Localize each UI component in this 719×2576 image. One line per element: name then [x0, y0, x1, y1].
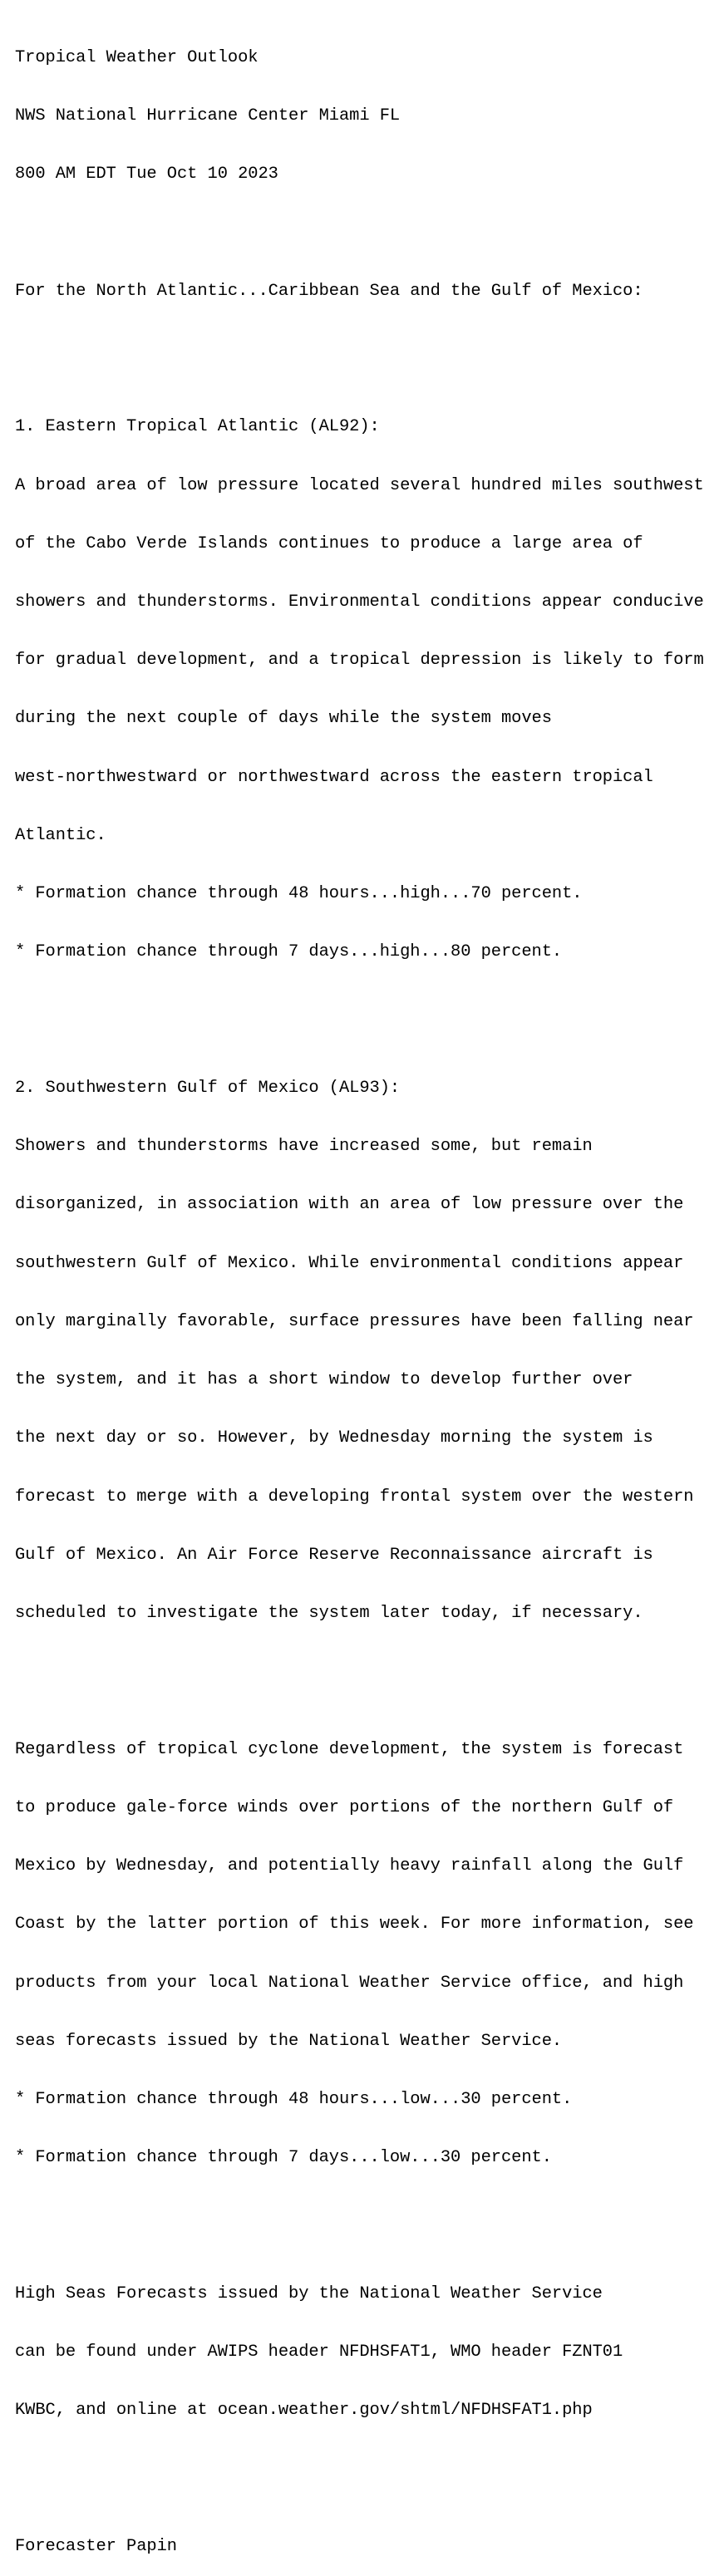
blank-line	[15, 223, 717, 242]
system-1-title: 1. Eastern Tropical Atlantic (AL92):	[15, 417, 380, 437]
system-2-impacts-line: Coast by the latter portion of this week. For more information, see	[15, 1915, 694, 1934]
system-2-title: 2. Southwestern Gulf of Mexico (AL93):	[15, 1079, 401, 1099]
system-2-text-line: Showers and thunderstorms have increased some, but remain	[15, 1137, 593, 1157]
system-2-impacts-line: products from your local National Weather Service office, and high	[15, 1973, 684, 1993]
product-title: Tropical Weather Outlook	[15, 47, 259, 67]
system-1-text-line: of the Cabo Verde Islands continues to produce a large area of	[15, 533, 643, 553]
system-2-text-line: the system, and it has a short window to develop further over	[15, 1370, 633, 1390]
intro-line: For the North Atlantic...Caribbean Sea and the Gulf of Mexico:	[15, 281, 643, 301]
high-seas-line: can be found under AWIPS header NFDHSFAT1, WMO header FZNT01	[15, 2342, 623, 2362]
system-2-impacts-line: Regardless of tropical cyclone development, the system is forecast	[15, 1739, 684, 1759]
system-2-chance-7d: * Formation chance through 7 days...low...30 percent.	[15, 2148, 552, 2168]
high-seas-line: KWBC, and online at ocean.weather.gov/shtml/NFDHSFAT1.php	[15, 2401, 593, 2421]
system-1-text-line: showers and thunderstorms. Environmental conditions appear conducive	[15, 592, 704, 612]
system-1-text-line: Atlantic.	[15, 825, 106, 845]
high-seas-line: High Seas Forecasts issued by the National Weather Service	[15, 2283, 603, 2303]
outlook-document	[15, 9, 717, 2576]
system-2-text-line: southwestern Gulf of Mexico. While environmental conditions appear	[15, 1253, 684, 1273]
system-2-impacts-line: seas forecasts issued by the National Weather Service.	[15, 2031, 563, 2051]
system-1-chance-7d: * Formation chance through 7 days...high...80 percent.	[15, 942, 563, 962]
system-2-text-line: the next day or so. However, by Wednesday morning the system is	[15, 1428, 653, 1448]
system-2-text-line: Gulf of Mexico. An Air Force Reserve Reconnaissance aircraft is	[15, 1545, 653, 1565]
blank-line	[15, 1000, 717, 1020]
system-2-impacts-line: Mexico by Wednesday, and potentially heavy rainfall along the Gulf	[15, 1856, 684, 1876]
system-2-text-line: scheduled to investigate the system later today, if necessary.	[15, 1603, 643, 1623]
system-1-text-line: west-northwestward or northwestward across the eastern tropical	[15, 767, 653, 787]
system-2-text-line: only marginally favorable, surface pressures have been falling near	[15, 1311, 694, 1331]
system-1-text-line: A broad area of low pressure located several hundred miles southwest	[15, 475, 704, 495]
system-1-text-line: for gradual development, and a tropical depression is likely to form	[15, 651, 704, 671]
issuing-office: NWS National Hurricane Center Miami FL	[15, 106, 401, 126]
system-2-chance-48h: * Formation chance through 48 hours...low...30 percent.	[15, 2089, 573, 2109]
blank-line	[15, 2206, 717, 2225]
system-1-text-line: during the next couple of days while the system moves	[15, 709, 552, 729]
system-1-chance-48h: * Formation chance through 48 hours...high...70 percent.	[15, 884, 583, 904]
blank-line	[15, 340, 717, 359]
blank-line	[15, 2460, 717, 2479]
issue-time: 800 AM EDT Tue Oct 10 2023	[15, 165, 278, 184]
system-2-impacts-line: to produce gale-force winds over portions of the northern Gulf of	[15, 1797, 674, 1817]
forecaster-signoff: Forecaster Papin	[15, 2537, 177, 2557]
system-2-text-line: forecast to merge with a developing frontal system over the western	[15, 1487, 694, 1507]
blank-line	[15, 1662, 717, 1681]
system-2-text-line: disorganized, in association with an area of low pressure over the	[15, 1195, 684, 1215]
